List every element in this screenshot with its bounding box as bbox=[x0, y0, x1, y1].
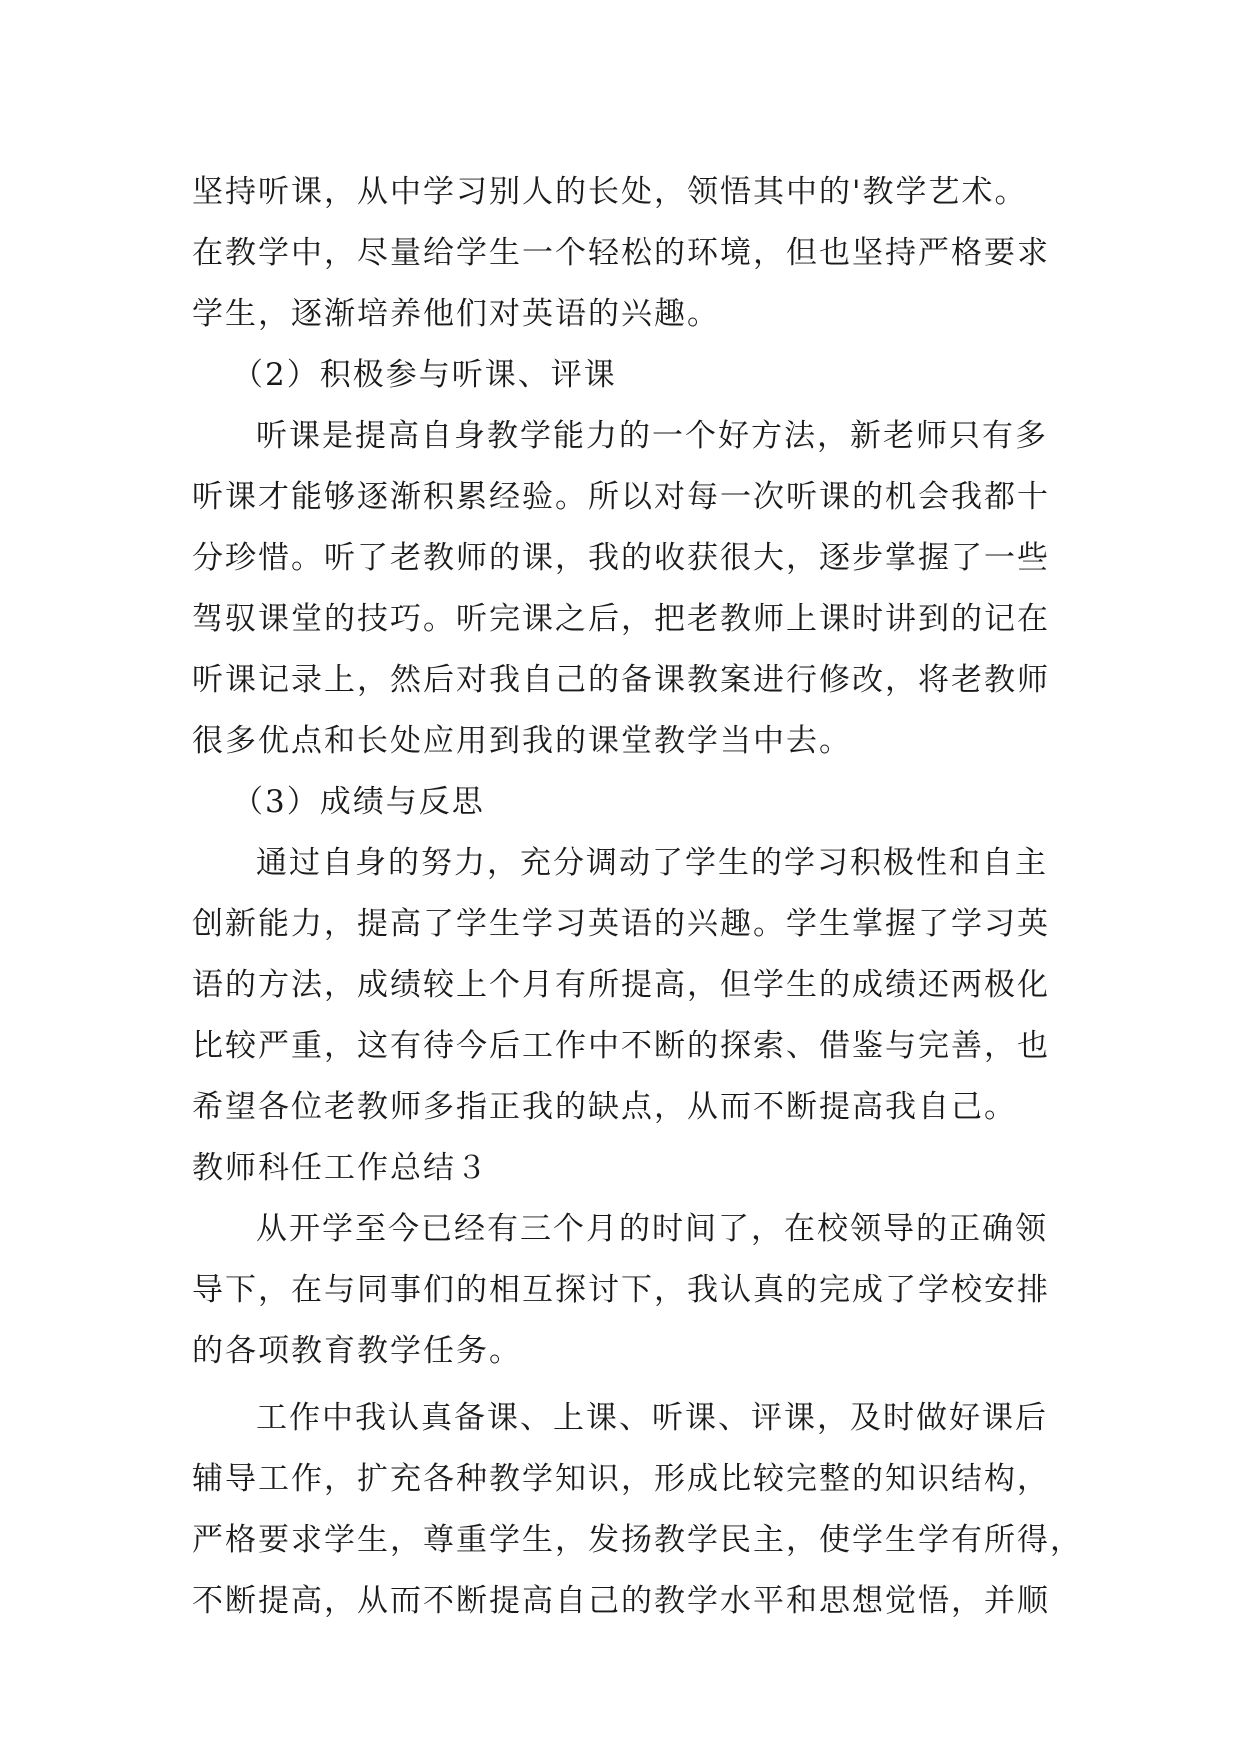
text-line: 的各项教育教学任务。 bbox=[192, 1333, 522, 1369]
paragraph-first-line: 工作中我认真备课、上课、听课、评课，及时做好课后 bbox=[256, 1400, 1048, 1436]
text-line: 语的方法，成绩较上个月有所提高，但学生的成绩还两极化 bbox=[192, 967, 1050, 1003]
paragraph-first-line: 从开学至今已经有三个月的时间了，在校领导的正确领 bbox=[256, 1211, 1048, 1247]
text-line: 学生，逐渐培养他们对英语的兴趣。 bbox=[192, 296, 720, 332]
text-line: 严格要求学生，尊重学生，发扬教学民主，使学生学有所得， bbox=[192, 1522, 1083, 1558]
text-line: 在教学中，尽量给学生一个轻松的环境，但也坚持严格要求 bbox=[192, 235, 1050, 271]
paragraph-first-line: 听课是提高自身教学能力的一个好方法，新老师只有多 bbox=[256, 418, 1048, 454]
text-line: 创新能力，提高了学生学习英语的兴趣。学生掌握了学习英 bbox=[192, 906, 1050, 942]
paragraph-first-line: 通过自身的努力，充分调动了学生的学习积极性和自主 bbox=[256, 845, 1048, 881]
text-line: 分珍惜。听了老教师的课，我的收获很大，逐步掌握了一些 bbox=[192, 540, 1050, 576]
text-line: 希望各位老教师多指正我的缺点，从而不断提高我自己。 bbox=[192, 1089, 1017, 1125]
section-heading: （2）积极参与听课、评课 bbox=[232, 357, 617, 393]
text-line: 导下，在与同事们的相互探讨下，我认真的完成了学校安排 bbox=[192, 1272, 1050, 1308]
document-body bbox=[192, 162, 1083, 1632]
text-line: 辅导工作，扩充各种教学知识，形成比较完整的知识结构， bbox=[192, 1461, 1050, 1497]
text-line: 坚持听课，从中学习别人的长处，领悟其中的'教学艺术。 bbox=[192, 174, 1028, 210]
text-line: 听课记录上，然后对我自己的备课教案进行修改，将老教师 bbox=[192, 662, 1050, 698]
section-heading: （3）成绩与反思 bbox=[232, 784, 485, 820]
document-title: 教师科任工作总结３ bbox=[192, 1150, 489, 1186]
text-line: 听课才能够逐渐积累经验。所以对每一次听课的机会我都十 bbox=[192, 479, 1050, 515]
text-line: 不断提高，从而不断提高自己的教学水平和思想觉悟，并顺 bbox=[192, 1583, 1050, 1619]
text-line: 比较严重，这有待今后工作中不断的探索、借鉴与完善，也 bbox=[192, 1028, 1050, 1064]
text-line: 驾驭课堂的技巧。听完课之后，把老教师上课时讲到的记在 bbox=[192, 601, 1050, 637]
text-line: 很多优点和长处应用到我的课堂教学当中去。 bbox=[192, 723, 852, 759]
